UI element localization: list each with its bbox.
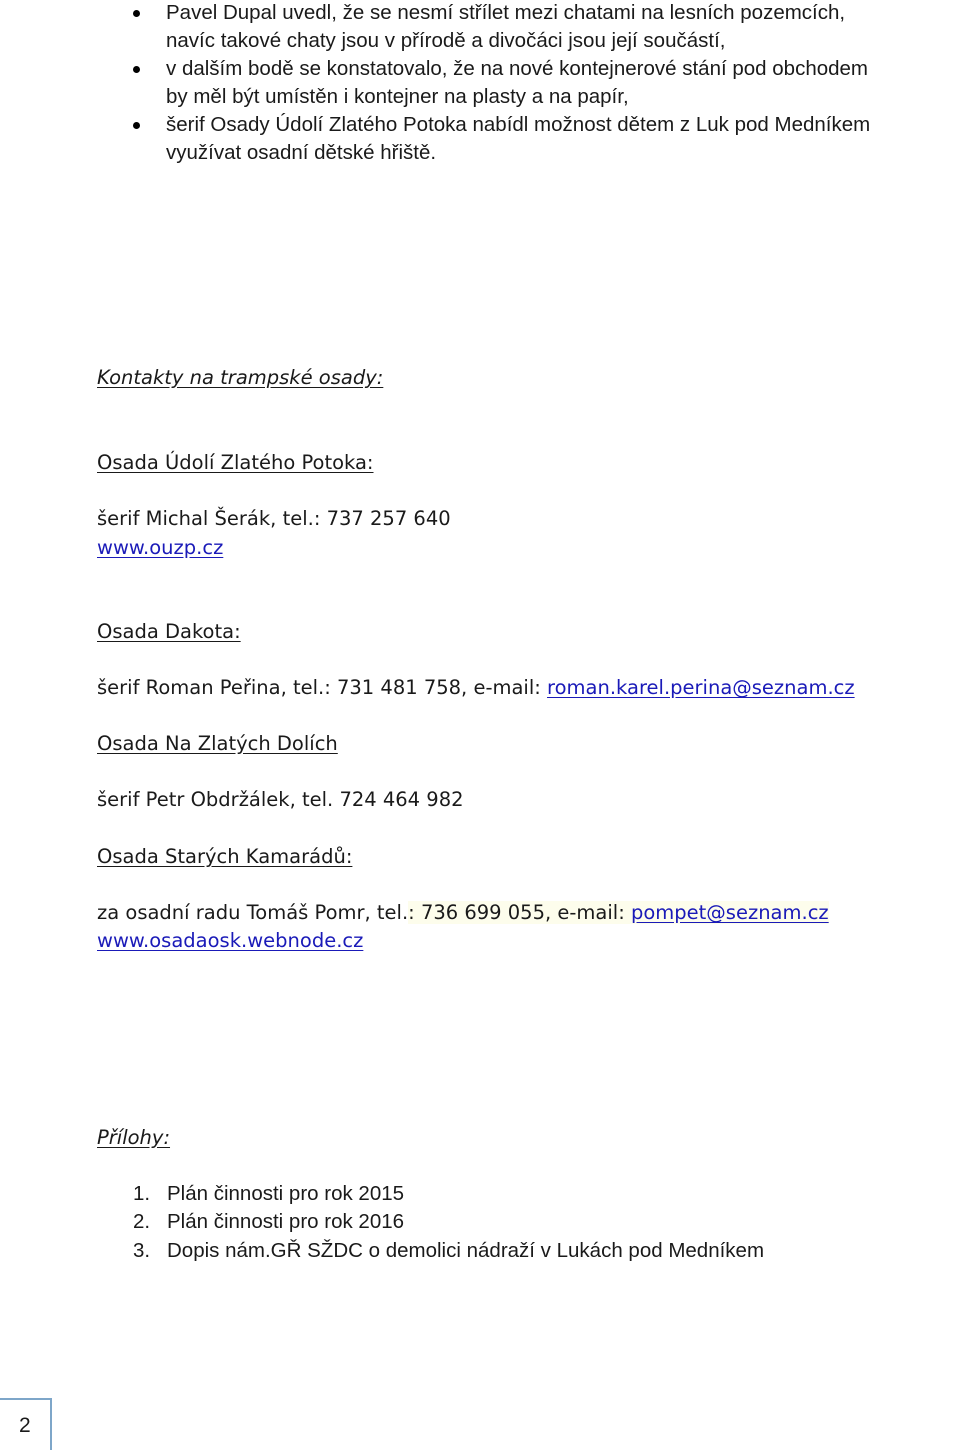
bullet-item-2-line2: by měl být umístěn i kontejner na plasty a na papír, (166, 85, 629, 108)
bullet-item-1-line2: navíc takové chaty jsou v přírodě a divočáci jsou její součástí, (166, 29, 726, 52)
osada-3-contact: šerif Petr Obdržálek, tel. 724 464 982 (97, 788, 464, 811)
attachment-2-number: 2. (133, 1210, 151, 1233)
osada-4-email-link[interactable]: pompet@seznam.cz (630, 901, 829, 924)
contacts-heading: Kontakty na trampské osady: (97, 366, 384, 389)
bullet-item-1-line1: Pavel Dupal uvedl, že se nesmí střílet mezi chatami na lesních pozemcích, (166, 1, 846, 24)
osada-4-contact (97, 900, 829, 926)
osada-4-name: Osada Starých Kamarádů: (97, 845, 353, 868)
attachment-1-text: Plán činnosti pro rok 2015 (167, 1182, 405, 1205)
osada-2-email-link[interactable]: roman.karel.perina@seznam.cz (547, 676, 855, 699)
bullet-icon (133, 122, 140, 129)
attachment-1-number: 1. (133, 1182, 151, 1205)
osada-2-contact-text: šerif Roman Peřina, tel.: 731 481 758, e-mail: (97, 676, 548, 699)
bullet-item-3-line1: šerif Osady Údolí Zlatého Potoka nabídl možnost dětem z Luk pod Medníkem (166, 113, 871, 136)
bullet-item-3-line2: využívat osadní dětské hřiště. (166, 141, 437, 164)
bullet-item-2-line1: v dalším bodě se konstatovalo, že na nové kontejnerové stání pod obchodem (166, 57, 869, 80)
attachments-heading: Přílohy: (97, 1126, 171, 1149)
osada-4-contact-text: za osadní radu Tomáš Pomr, tel. (97, 901, 409, 924)
bullet-icon (133, 66, 140, 73)
osada-2-name: Osada Dakota: (97, 620, 241, 643)
osada-1-name: Osada Údolí Zlatého Potoka: (97, 451, 374, 474)
osada-3-name: Osada Na Zlatých Dolích (97, 732, 338, 755)
attachment-2-text: Plán činnosti pro rok 2016 (167, 1210, 405, 1233)
page-number: 2 (19, 1414, 31, 1437)
osada-1-web-link[interactable]: www.ouzp.cz (97, 536, 224, 559)
osada-2-contact (97, 675, 855, 701)
osada-1-contact: šerif Michal Šerák, tel.: 737 257 640 (97, 507, 451, 530)
bullet-icon (133, 10, 140, 17)
attachment-3-text: Dopis nám.GŘ SŽDC o demolici nádraží v Lukách pod Medníkem (167, 1239, 765, 1262)
osada-4-web-link[interactable]: www.osadaosk.webnode.cz (97, 929, 364, 952)
attachment-3-number: 3. (133, 1239, 151, 1262)
osada-4-contact-highlight: : 736 699 055, e-mail: (408, 901, 631, 924)
